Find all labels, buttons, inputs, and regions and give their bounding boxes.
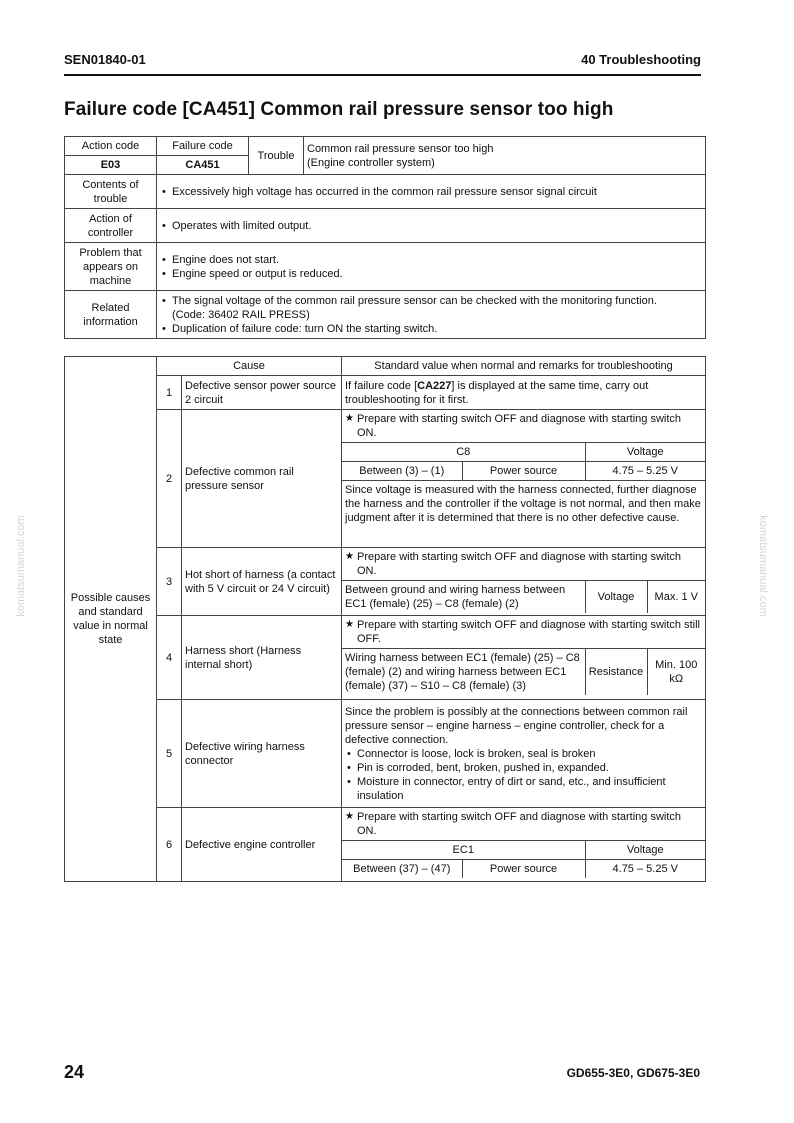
value: Min. 100 kΩ — [647, 649, 705, 696]
possible-causes-label: Possible causes and standard value in normal state — [65, 357, 157, 882]
cause-remark — [342, 410, 706, 548]
cause-name: Defective engine controller — [182, 808, 342, 882]
value: 4.75 – 5.25 V — [585, 462, 705, 481]
page-title: Failure code [CA451] Common rail pressure sensor too high — [64, 99, 614, 120]
prep-note: ★ Prepare with starting switch OFF and diagnose with starting switch ON. — [345, 810, 702, 838]
cause-name: Defective sensor power source 2 circuit — [182, 376, 342, 410]
cause-row-5 — [65, 700, 706, 808]
page-header — [64, 52, 701, 76]
cause-row-6 — [65, 808, 706, 882]
cause-row-2 — [65, 410, 706, 548]
condition: Power source — [462, 462, 585, 481]
cause-header: Cause — [157, 357, 342, 376]
failure-code: CA451 — [157, 156, 249, 175]
cause-number: 6 — [157, 808, 182, 882]
cause-name: Defective common rail pressure sensor — [182, 410, 342, 548]
cause-number: 1 — [157, 376, 182, 410]
cause-number: 5 — [157, 700, 182, 808]
harness-between: Between ground and wiring harness between EC1 (female) (25) – C8 (female) (2) — [342, 581, 585, 614]
measure-header: Voltage — [585, 841, 705, 860]
action-controller-text: • Operates with limited output. — [157, 209, 706, 243]
measure-item: Voltage — [585, 581, 647, 614]
cause-row-4 — [65, 616, 706, 700]
page-number: 24 — [64, 1062, 85, 1082]
causes-table — [64, 356, 706, 882]
cause-number: 4 — [157, 616, 182, 700]
cause-remark — [342, 808, 706, 882]
doc-code: SEN01840-01 — [64, 52, 146, 67]
related-text: • The signal voltage of the common rail pressure sensor can be checked with the monitoring function. (Code: 36402 RAIL PRESS) • Duplication of failure code: turn ON the starting switch. — [157, 291, 706, 339]
prep-note: ★ Prepare with starting switch OFF and diagnose with starting switch ON. — [345, 550, 702, 578]
value: Max. 1 V — [647, 581, 705, 614]
condition: Power source — [462, 860, 585, 879]
cause-remark — [342, 548, 706, 616]
action-code: E03 — [65, 156, 157, 175]
measure-header: Voltage — [585, 443, 705, 462]
connector-header: C8 — [342, 443, 585, 462]
cause-remark: If failure code [CA227] is displayed at the same time, carry out troubleshooting for it first. — [342, 376, 706, 410]
pins: Between (37) – (47) — [342, 860, 462, 879]
cause-remark — [342, 616, 706, 700]
cause-remark: Since the problem is possibly at the connections between common rail pressure sensor – engine harness – engine controller, check for a defective connection. • Connector is loose, lock is broken, seal is broken • Pin is corroded, bent, broken, pushed in, expanded. • Moisture in connector, entry of dirt or sand, etc., and insufficient insulation — [342, 700, 706, 808]
action-controller-label: Action of controller — [65, 209, 157, 243]
problem-text: • Engine does not start. • Engine speed or output is reduced. — [157, 243, 706, 291]
watermark-left: komatsumanual.com — [14, 515, 27, 617]
cause-name: Hot short of harness (a contact with 5 V circuit or 24 V circuit) — [182, 548, 342, 616]
pins: Between (3) – (1) — [342, 462, 462, 481]
prep-note: ★ Prepare with starting switch OFF and diagnose with starting switch ON. — [345, 412, 702, 440]
standard-value-header: Standard value when normal and remarks for troubleshooting — [342, 357, 706, 376]
measurement-note: Since voltage is measured with the harness connected, further diagnose the harness and the controller if the voltage is not normal, and then make judgment after it is determined that there is no other defective cause. — [342, 481, 705, 528]
trouble-label: Trouble — [249, 137, 304, 175]
harness-between: Wiring harness between EC1 (female) (25) – C8 (female) (2) and wiring harness between EC1 (female) (37) – S10 – C8 (female) (3) — [342, 649, 585, 696]
related-label: Related information — [65, 291, 157, 339]
cause-number: 3 — [157, 548, 182, 616]
cause-row-3 — [65, 548, 706, 616]
value: 4.75 – 5.25 V — [585, 860, 705, 879]
failure-code-label: Failure code — [157, 137, 249, 156]
prep-note: ★ Prepare with starting switch OFF and diagnose with starting switch still OFF. — [345, 618, 702, 646]
contents-text: • Excessively high voltage has occurred in the common rail pressure sensor signal circuit — [157, 175, 706, 209]
cause-row-1 — [65, 376, 706, 410]
failure-info-table — [64, 136, 706, 339]
measure-item: Resistance — [585, 649, 647, 696]
connector-header: EC1 — [342, 841, 585, 860]
cause-name: Harness short (Harness internal short) — [182, 616, 342, 700]
cause-number: 2 — [157, 410, 182, 548]
watermark-right: komatsumanual.com — [756, 515, 769, 617]
cause-name: Defective wiring harness connector — [182, 700, 342, 808]
action-code-label: Action code — [65, 137, 157, 156]
problem-label: Problem that appears on machine — [65, 243, 157, 291]
trouble-description: Common rail pressure sensor too high (Engine controller system) — [304, 137, 706, 175]
contents-label: Contents of trouble — [65, 175, 157, 209]
model-numbers: GD655-3E0, GD675-3E0 — [566, 1066, 700, 1080]
section-title: 40 Troubleshooting — [581, 52, 701, 67]
